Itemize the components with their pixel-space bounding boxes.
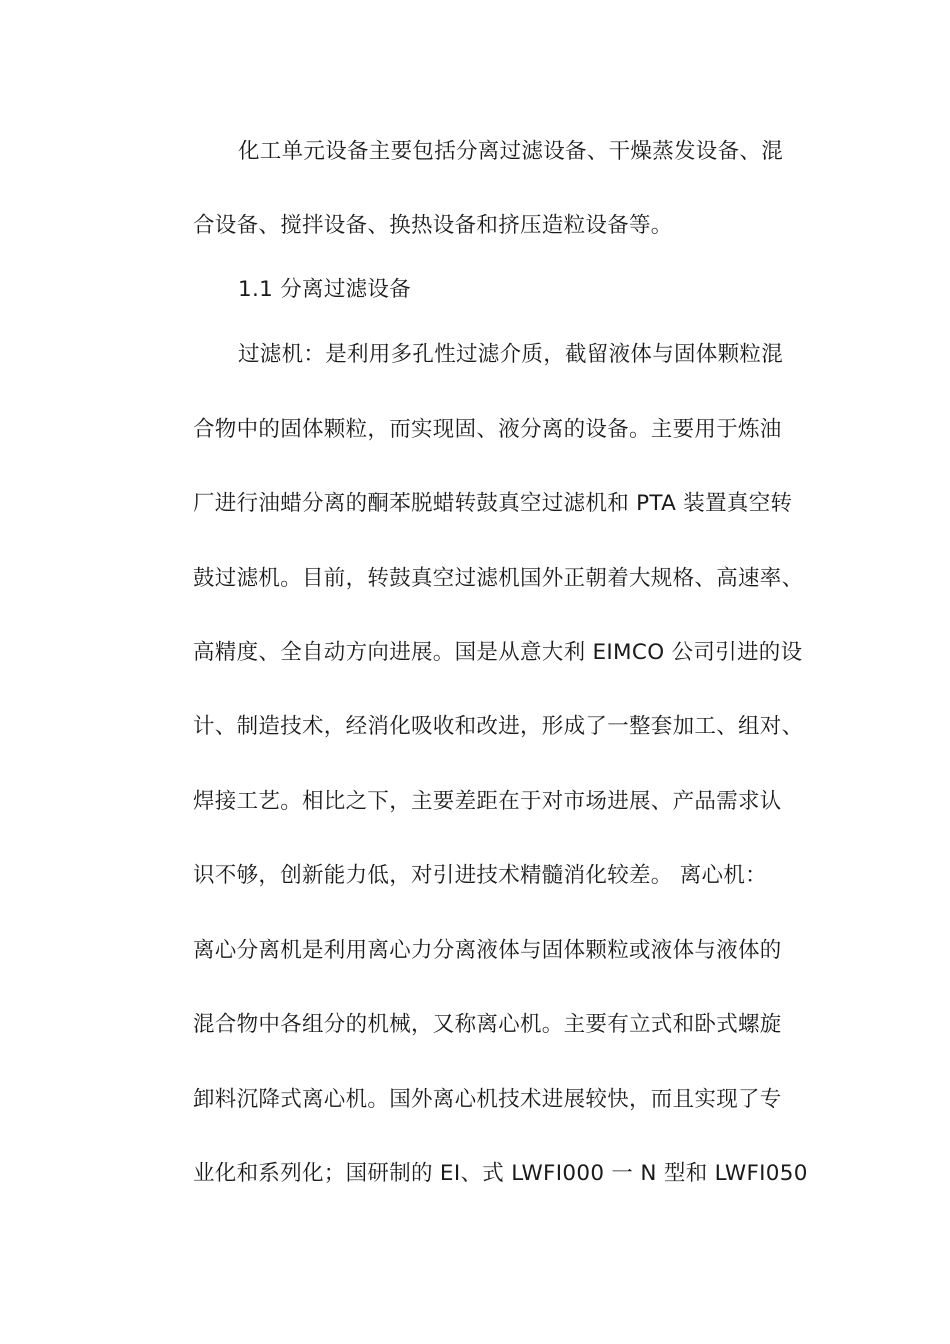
paragraph-centrifuge-line-3: 卸料沉降式离心机。国外离心机技术进展较快，而且实现了专: [193, 1087, 782, 1112]
paragraph-filter-line-6: 计、制造技术，经消化吸收和改进，形成了一整套加工、组对、: [193, 714, 804, 739]
paragraph-filter-line-4: 鼓过滤机。目前，转鼓真空过滤机国外正朝着大规格、高速率、: [193, 566, 804, 591]
paragraph-filter-line-5: 高精度、全自动方向进展。国是从意大利 EIMCO 公司引进的设: [193, 640, 803, 665]
paragraph-centrifuge-line-2: 混合物中各组分的机械，又称离心机。主要有立式和卧式螺旋: [193, 1012, 782, 1037]
paragraph-filter-line-8: 识不够，创新能力低，对引进技术精髓消化较差。 离心机：: [193, 863, 767, 888]
paragraph-filter-line-3: 厂进行油蜡分离的酮苯脱蜡转鼓真空过滤机和 PTA 装置真空转: [193, 491, 793, 516]
paragraph-centrifuge-line-4: 业化和系列化；国研制的 EI、式 LWFI000 一 N 型和 LWFI050: [193, 1161, 808, 1186]
paragraph-filter-line-2: 合物中的固体颗粒，而实现固、液分离的设备。主要用于炼油: [193, 417, 782, 442]
paragraph-filter-line-1: 过滤机：是利用多孔性过滤介质，截留液体与固体颗粒混: [238, 342, 784, 367]
paragraph-centrifuge-line-1: 离心分离机是利用离心力分离液体与固体颗粒或液体与液体的: [193, 938, 782, 963]
paragraph-intro-line-1: 化工单元设备主要包括分离过滤设备、干燥蒸发设备、混: [238, 139, 784, 164]
paragraph-intro-line-2: 合设备、搅拌设备、换热设备和挤压造粒设备等。: [193, 213, 673, 238]
paragraph-filter-line-7: 焊接工艺。相比之下，主要差距在于对市场进展、产品需求认: [193, 789, 782, 814]
section-heading: 1.1 分离过滤设备: [238, 277, 412, 302]
